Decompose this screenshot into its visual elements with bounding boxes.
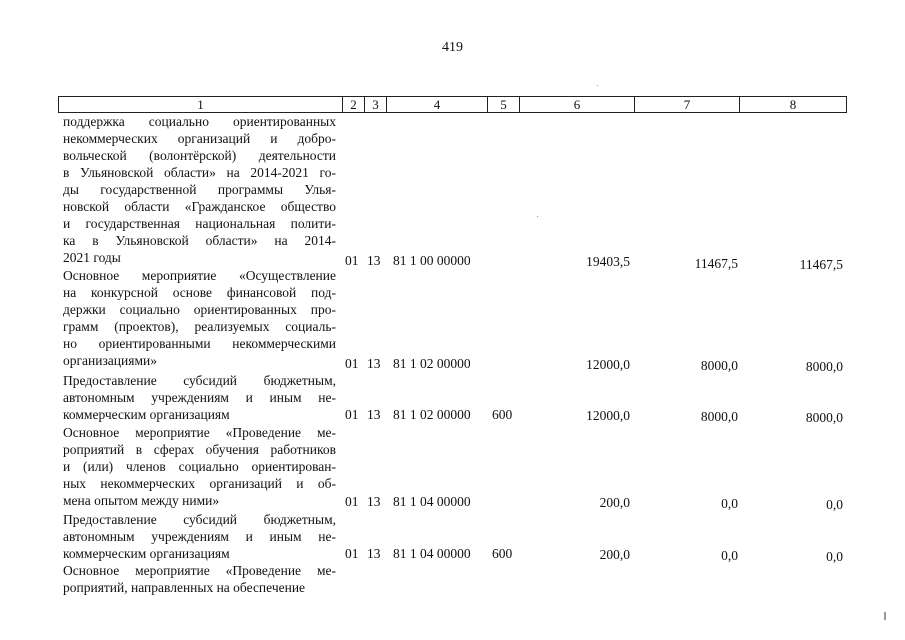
row-text-line: роприятий, направленных на обеспечение <box>63 580 306 595</box>
row-text-line: автономным учреждениям и иным не- <box>63 390 336 405</box>
row-text-line: коммерческим организациям <box>63 407 230 422</box>
row-text-line: но ориентированными некоммерческими <box>63 336 336 351</box>
cell-subsection: 13 <box>367 494 381 509</box>
cell-subsection: 13 <box>367 356 381 371</box>
header-col-4: 4 <box>387 97 488 112</box>
cell-target-code: 81 1 02 00000 <box>393 407 471 422</box>
cell-amount-col8: 0,0 <box>826 497 843 512</box>
row-text-line: и государственная национальная полити- <box>63 216 336 231</box>
cell-amount-col7: 0,0 <box>721 496 738 511</box>
row-text-line: Предоставление субсидий бюджетным, <box>63 373 336 388</box>
cell-amount-col6: 200,0 <box>599 547 630 562</box>
header-col-3: 3 <box>365 97 387 112</box>
page-number: 419 <box>442 40 463 55</box>
cell-amount-col8: 11467,5 <box>799 257 843 272</box>
cell-target-code: 81 1 04 00000 <box>393 494 471 509</box>
cell-target-code: 81 1 02 00000 <box>393 356 471 371</box>
row-text-line: новской области «Гражданское общество <box>63 199 336 214</box>
header-col-7: 7 <box>635 97 740 112</box>
scan-speck <box>597 85 598 86</box>
header-col-2: 2 <box>343 97 365 112</box>
row-text-line: коммерческим организациям <box>63 546 230 561</box>
scan-speck <box>884 612 886 620</box>
cell-amount-col7: 11467,5 <box>694 256 738 271</box>
row-text-line: некоммерческих организаций и добро- <box>63 131 336 146</box>
cell-amount-col7: 8000,0 <box>700 409 738 424</box>
row-text-line: поддержка социально ориентированных <box>63 114 336 129</box>
row-text-line: держки социально ориентированных про- <box>63 302 336 317</box>
table-header <box>58 96 847 113</box>
row-text-line: грамм (проектов), реализуемых социаль- <box>63 319 336 334</box>
row-text-line: ных некоммерческих организаций и об- <box>63 476 336 491</box>
row-text-line: в Ульяновской области» на 2014-2021 го- <box>63 165 336 180</box>
cell-section: 01 <box>345 407 359 422</box>
row-text-line: роприятий в сферах обучения работников <box>63 442 336 457</box>
cell-amount-col6: 19403,5 <box>586 254 630 269</box>
cell-amount-col8: 8000,0 <box>805 410 843 425</box>
row-text-line: Основное мероприятие «Осуществление <box>63 268 336 283</box>
cell-amount-col7: 0,0 <box>721 548 738 563</box>
cell-amount-col8: 0,0 <box>826 549 843 564</box>
cell-target-code: 81 1 04 00000 <box>393 546 471 561</box>
cell-target-code: 81 1 00 00000 <box>393 253 471 268</box>
header-col-5: 5 <box>488 97 520 112</box>
cell-subsection: 13 <box>367 407 381 422</box>
cell-amount-col6: 200,0 <box>599 495 630 510</box>
row-text-line: мена опытом между ними» <box>63 493 220 508</box>
scan-speck <box>537 216 538 217</box>
row-text-line: ка в Ульяновской области» на 2014- <box>63 233 336 248</box>
cell-section: 01 <box>345 253 359 268</box>
row-text-line: и (или) членов социально ориентирован- <box>63 459 336 474</box>
cell-expense-type: 600 <box>492 407 513 422</box>
cell-expense-type: 600 <box>492 546 513 561</box>
row-text-line: 2021 годы <box>63 250 121 265</box>
cell-amount-col6: 12000,0 <box>586 408 630 423</box>
cell-section: 01 <box>345 356 359 371</box>
row-text-line: Основное мероприятие «Проведение ме- <box>63 425 336 440</box>
row-text-line: Основное мероприятие «Проведение ме- <box>63 563 336 578</box>
cell-amount-col8: 8000,0 <box>805 359 843 374</box>
cell-subsection: 13 <box>367 253 381 268</box>
row-text-line: вольческой (волонтёрской) деятельности <box>63 148 336 163</box>
row-text-line: организациями» <box>63 353 157 368</box>
row-text-line: Предоставление субсидий бюджетным, <box>63 512 336 527</box>
cell-section: 01 <box>345 494 359 509</box>
header-col-6: 6 <box>520 97 635 112</box>
header-col-1: 1 <box>59 97 343 112</box>
cell-amount-col7: 8000,0 <box>700 358 738 373</box>
row-text-line: ды государственной программы Улья- <box>63 182 336 197</box>
header-col-8: 8 <box>789 97 797 112</box>
cell-section: 01 <box>345 546 359 561</box>
cell-subsection: 13 <box>367 546 381 561</box>
row-text-line: на конкурсной основе финансовой под- <box>63 285 336 300</box>
row-text-line: автономным учреждениям и иным не- <box>63 529 336 544</box>
cell-amount-col6: 12000,0 <box>586 357 630 372</box>
